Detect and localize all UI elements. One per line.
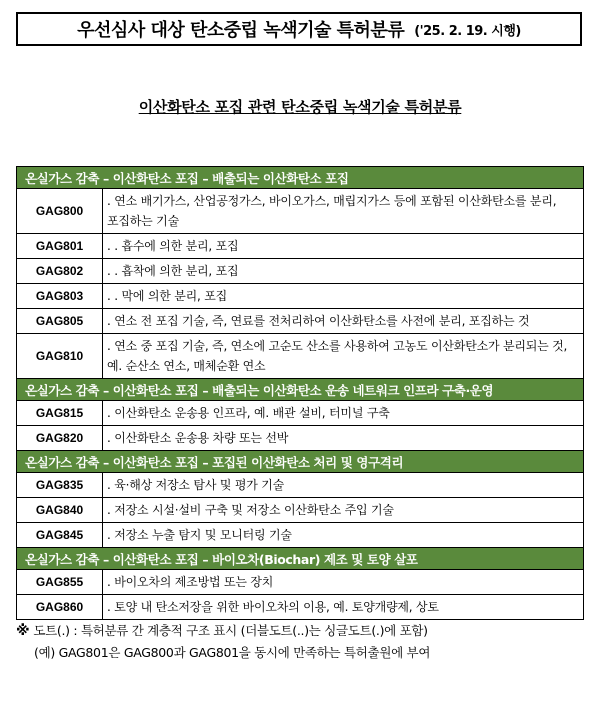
class-description: . 연소 배기가스, 산업공정가스, 바이오가스, 매립지가스 등에 포함된 이산화탄소를 분리, 포집하는 기술 [103, 189, 584, 234]
section-header [17, 379, 584, 401]
section-heading: 온실가스 감축 – 이산화탄소 포집 – 배출되는 이산화탄소 포집 [17, 167, 584, 189]
class-code: GAG820 [17, 426, 103, 451]
document-title [16, 12, 582, 46]
class-description: . . 흡수에 의한 분리, 포집 [103, 234, 584, 259]
table-row [17, 234, 584, 259]
footnote-example: (예) GAG801은 GAG800과 GAG801을 동시에 만족하는 특허출원에 부여 [34, 645, 431, 660]
table-row [17, 401, 584, 426]
class-description: . 토양 내 탄소저장을 위한 바이오차의 이용, 예. 토양개량제, 상토 [103, 595, 584, 620]
class-description: . 연소 전 포집 기술, 즉, 연료를 전처리하여 이산화탄소를 사전에 분리, 포집하는 것 [103, 309, 584, 334]
class-description: . 이산화탄소 운송용 인프라, 예. 배관 설비, 터미널 구축 [103, 401, 584, 426]
class-description: . 저장소 시설·설비 구축 및 저장소 이산화탄소 주입 기술 [103, 498, 584, 523]
class-code: GAG840 [17, 498, 103, 523]
table-row [17, 334, 584, 379]
table-row [17, 570, 584, 595]
class-description: . . 막에 의한 분리, 포집 [103, 284, 584, 309]
table-row [17, 284, 584, 309]
section-header [17, 548, 584, 570]
footnote-text: 도트(.) : 특허분류 간 계층적 구조 표시 (더블도트(..)는 싱글도트(.)에 포함) [33, 623, 428, 638]
class-description: . 육·해상 저장소 탐사 및 평가 기술 [103, 473, 584, 498]
table-row [17, 309, 584, 334]
section-heading: 온실가스 감축 – 이산화탄소 포집 – 바이오차(Biochar) 제조 및 토양 살포 [17, 548, 584, 570]
reference-mark: ※ [16, 623, 30, 639]
section-header [17, 167, 584, 189]
table-row [17, 426, 584, 451]
class-code: GAG810 [17, 334, 103, 379]
class-description: . 저장소 누출 탐지 및 모니터링 기술 [103, 523, 584, 548]
table-row [17, 498, 584, 523]
class-code: GAG855 [17, 570, 103, 595]
footnote [16, 620, 586, 664]
title-main: 우선심사 대상 탄소중립 녹색기술 특허분류 [77, 20, 405, 41]
class-description: . 연소 중 포집 기술, 즉, 연소에 고순도 산소를 사용하여 고농도 이산화탄소가 분리되는 것, 예. 순산소 연소, 매체순환 연소 [103, 334, 584, 379]
table-row [17, 473, 584, 498]
table-row [17, 595, 584, 620]
table-row [17, 259, 584, 284]
section-heading: 온실가스 감축 – 이산화탄소 포집 – 배출되는 이산화탄소 운송 네트워크 인프라 구축·운영 [17, 379, 584, 401]
class-code: GAG800 [17, 189, 103, 234]
class-code: GAG815 [17, 401, 103, 426]
footnote-line-1 [16, 620, 586, 642]
section-header [17, 451, 584, 473]
class-code: GAG802 [17, 259, 103, 284]
table-row [17, 189, 584, 234]
class-description: . . 흡착에 의한 분리, 포집 [103, 259, 584, 284]
class-code: GAG803 [17, 284, 103, 309]
page-subtitle: 이산화탄소 포집 관련 탄소중립 녹색기술 특허분류 [138, 98, 462, 116]
class-code: GAG860 [17, 595, 103, 620]
class-code: GAG845 [17, 523, 103, 548]
class-description: . 이산화탄소 운송용 차량 또는 선박 [103, 426, 584, 451]
class-code: GAG805 [17, 309, 103, 334]
class-code: GAG835 [17, 473, 103, 498]
classification-table [16, 166, 584, 620]
table-row [17, 523, 584, 548]
section-heading: 온실가스 감축 – 이산화탄소 포집 – 포집된 이산화탄소 처리 및 영구격리 [17, 451, 584, 473]
class-description: . 바이오차의 제조방법 또는 장치 [103, 570, 584, 595]
class-code: GAG801 [17, 234, 103, 259]
title-date: ('25. 2. 19. 시행) [414, 23, 521, 39]
